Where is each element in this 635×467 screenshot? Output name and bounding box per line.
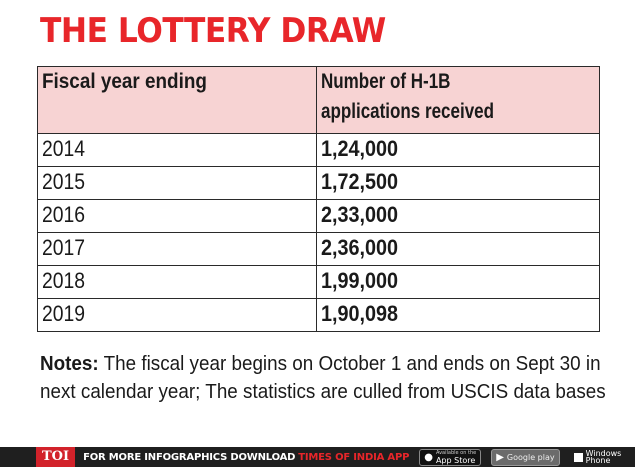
year-cell: 2017 (38, 233, 317, 266)
play-icon: ▶ (496, 451, 504, 463)
table-row (38, 167, 600, 200)
h1b-table (37, 66, 600, 332)
table-row (38, 299, 600, 332)
year-cell: 2016 (38, 200, 317, 233)
year-cell: 2014 (38, 134, 317, 167)
page-title: THE LOTTERY DRAW (40, 11, 386, 51)
count-cell: 2,36,000 (317, 233, 600, 266)
table-header-row (38, 67, 600, 134)
count-cell: 1,90,098 (317, 299, 600, 332)
count-cell: 1,72,500 (317, 167, 600, 200)
footer-bar (0, 447, 635, 467)
count-cell: 2,33,000 (317, 200, 600, 233)
count-cell: 1,24,000 (317, 134, 600, 167)
header-applications: Number of H-1B applications received (317, 67, 600, 134)
windows-icon (574, 453, 583, 462)
table-row (38, 200, 600, 233)
app-store-badge[interactable]: ● Available on the App Store (419, 449, 481, 466)
windows-phone-badge[interactable]: Windows Phone (570, 450, 626, 465)
notes-text: The fiscal year begins on October 1 and ends on Sept 30 in next calendar year; The statistics are culled from USCIS data bases (40, 352, 606, 403)
table-row (38, 134, 600, 167)
year-cell: 2018 (38, 266, 317, 299)
apple-icon: ● (424, 451, 433, 463)
header-fiscal-year: Fiscal year ending (38, 67, 317, 134)
notes (40, 350, 610, 406)
google-play-badge[interactable]: ▶ Google play (491, 449, 559, 466)
year-cell: 2015 (38, 167, 317, 200)
year-cell: 2019 (38, 299, 317, 332)
footer-promo: FOR MORE INFOGRAPHICS DOWNLOAD TIMES OF INDIA APP (83, 451, 410, 463)
count-cell: 1,99,000 (317, 266, 600, 299)
table-row (38, 266, 600, 299)
app-name-link[interactable]: TIMES OF INDIA APP (298, 451, 410, 463)
notes-label: Notes: (40, 352, 99, 375)
toi-logo[interactable]: TOI (36, 447, 75, 467)
table-row (38, 233, 600, 266)
